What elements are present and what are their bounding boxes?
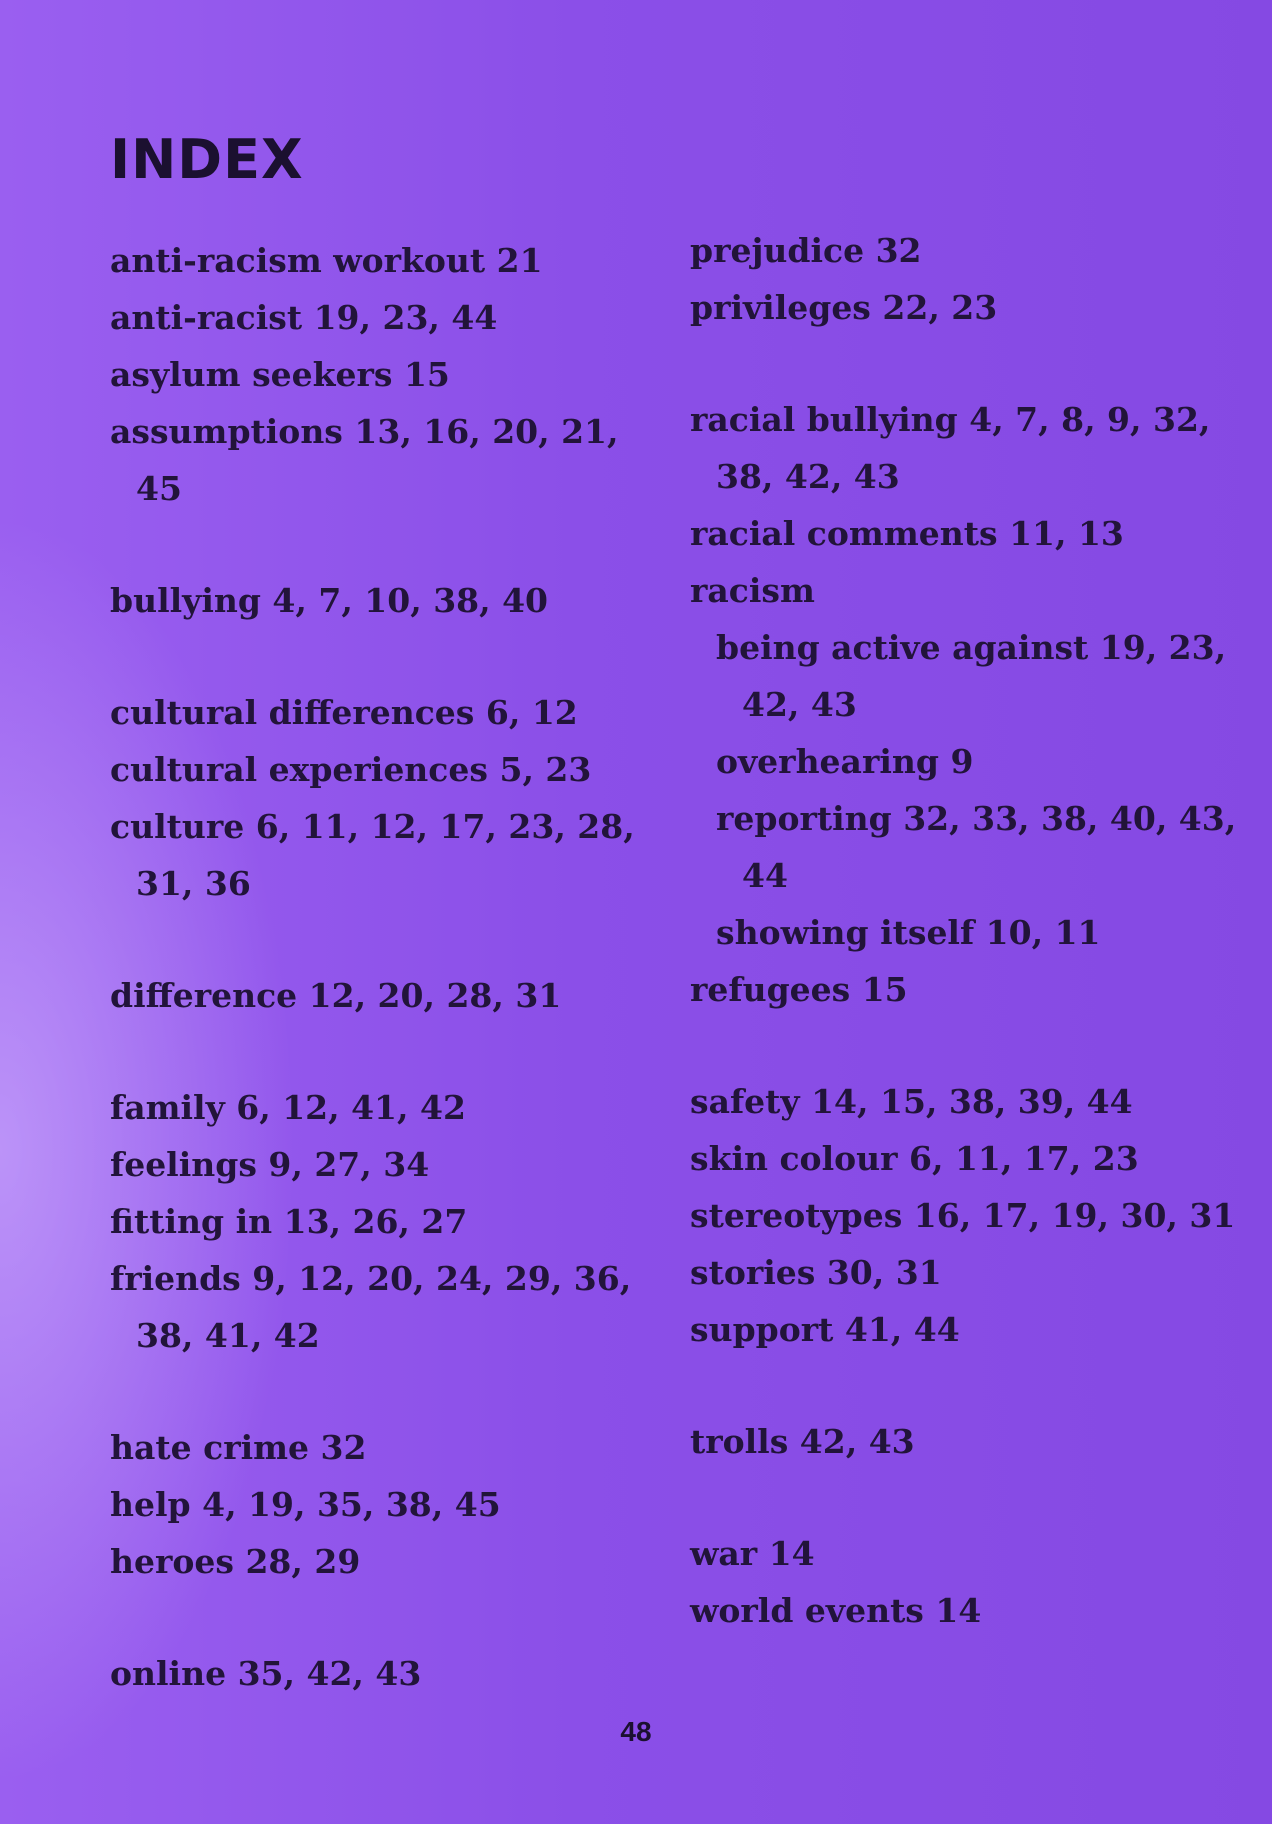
index-group (110, 1079, 670, 1364)
index-entry (690, 222, 1260, 279)
index-term: online (110, 1654, 227, 1693)
index-page-refs: 4, 7, 10, 38, 40 (272, 581, 549, 620)
index-page-refs: 15 (861, 970, 908, 1009)
index-term: safety (690, 1082, 800, 1121)
index-term: asylum seekers (110, 355, 393, 394)
index-group (690, 1525, 1260, 1639)
index-page-refs: 32 (320, 1428, 367, 1467)
index-group (110, 1419, 670, 1590)
index-entry (110, 1533, 670, 1590)
index-entry (690, 1525, 1260, 1582)
index-entry (110, 1079, 670, 1136)
index-page-refs: 12, 20, 28, 31 (308, 976, 562, 1015)
index-page-refs: 13, 16, 20, 21, 45 (136, 412, 619, 508)
index-term: difference (110, 976, 298, 1015)
index-entry (690, 1413, 1260, 1470)
index-page-refs: 14 (935, 1591, 982, 1630)
index-term: being active against (716, 628, 1089, 667)
index-page-refs: 11, 13 (1009, 514, 1124, 553)
index-term: anti-racist (110, 298, 303, 337)
index-term: world events (690, 1591, 924, 1630)
index-page-refs: 6, 12 (485, 693, 578, 732)
index-entry (110, 1476, 670, 1533)
index-term: anti-racism workout (110, 241, 486, 280)
index-term: privileges (690, 288, 871, 327)
index-term: showing itself (716, 913, 975, 952)
index-page-refs: 42, 43 (799, 1422, 915, 1461)
index-page-refs: 5, 23 (499, 750, 592, 789)
index-page-refs: 19, 23, 44 (313, 298, 498, 337)
index-term: prejudice (690, 231, 865, 270)
index-entry (110, 684, 670, 741)
index-term: assumptions (110, 412, 343, 451)
index-term: skin colour (690, 1139, 898, 1178)
index-entry (110, 1250, 670, 1364)
index-term: reporting (716, 799, 892, 838)
index-page-refs: 19, 23, 42, 43 (742, 628, 1227, 724)
index-term: war (690, 1534, 758, 1573)
index-entry (690, 1244, 1260, 1301)
index-group (690, 1413, 1260, 1470)
index-term: cultural experiences (110, 750, 488, 789)
index-entry (690, 1187, 1260, 1244)
index-subentry (690, 904, 1260, 961)
index-entry (690, 562, 1260, 619)
index-term: help (110, 1485, 191, 1524)
index-entry (110, 798, 670, 912)
index-column-right (690, 222, 1260, 1694)
index-column-left (110, 232, 670, 1757)
index-page-refs: 35, 42, 43 (237, 1654, 422, 1693)
index-page-refs: 6, 11, 12, 17, 23, 28, 31, 36 (136, 807, 635, 903)
index-entry (110, 967, 670, 1024)
index-page-refs: 4, 7, 8, 9, 32, 38, 42, 43 (716, 400, 1211, 496)
index-entry (110, 1419, 670, 1476)
index-group (110, 232, 670, 517)
index-group (110, 684, 670, 912)
index-term: refugees (690, 970, 851, 1009)
index-entry (110, 1645, 670, 1702)
index-page-refs: 30, 31 (826, 1253, 942, 1292)
index-term: heroes (110, 1542, 234, 1581)
index-page-refs: 6, 12, 41, 42 (236, 1088, 466, 1127)
index-term: support (690, 1310, 834, 1349)
index-term: feelings (110, 1145, 257, 1184)
index-entry (110, 1193, 670, 1250)
index-term: bullying (110, 581, 261, 620)
index-term: culture (110, 807, 245, 846)
index-page-refs: 22, 23 (882, 288, 998, 327)
index-term: racism (690, 571, 815, 610)
index-page-refs: 28, 29 (245, 1542, 361, 1581)
index-entry (110, 1136, 670, 1193)
index-group (110, 967, 670, 1024)
index-subentry (690, 733, 1260, 790)
index-entry (110, 289, 670, 346)
index-term: overhearing (716, 742, 939, 781)
index-entry (110, 572, 670, 629)
index-page-refs: 41, 44 (844, 1310, 960, 1349)
index-entry (690, 961, 1260, 1018)
index-term: hate crime (110, 1428, 310, 1467)
page-number: 48 (620, 1716, 652, 1747)
index-group (690, 1073, 1260, 1358)
index-page-refs: 13, 26, 27 (283, 1202, 468, 1241)
index-entry (690, 1130, 1260, 1187)
index-subentry (690, 619, 1260, 733)
index-page-refs: 15 (403, 355, 450, 394)
index-group (690, 391, 1260, 1018)
index-group (110, 572, 670, 629)
index-page-refs: 14, 15, 38, 39, 44 (811, 1082, 1133, 1121)
index-term: stories (690, 1253, 816, 1292)
index-term: racial bullying (690, 400, 958, 439)
index-page-refs: 9 (950, 742, 974, 781)
index-term: fitting in (110, 1202, 273, 1241)
index-entry (690, 279, 1260, 336)
index-page-refs: 16, 17, 19, 30, 31 (913, 1196, 1236, 1235)
index-entry (690, 1301, 1260, 1358)
index-page-refs: 9, 27, 34 (268, 1145, 430, 1184)
index-page-refs: 32 (875, 231, 922, 270)
index-page-refs: 4, 19, 35, 38, 45 (202, 1485, 501, 1524)
page-title: INDEX (110, 128, 304, 191)
index-page-refs: 14 (768, 1534, 815, 1573)
index-term: stereotypes (690, 1196, 903, 1235)
index-term: family (110, 1088, 225, 1127)
index-subentry (690, 790, 1260, 904)
index-term: friends (110, 1259, 241, 1298)
index-entry (110, 232, 670, 289)
index-term: cultural differences (110, 693, 475, 732)
index-page-refs: 10, 11 (985, 913, 1101, 952)
index-entry (110, 741, 670, 798)
index-entry (110, 346, 670, 403)
index-page-refs: 9, 12, 20, 24, 29, 36, 38, 41, 42 (136, 1259, 632, 1355)
index-term: racial comments (690, 514, 998, 553)
index-entry (690, 391, 1260, 505)
index-page-refs: 6, 11, 17, 23 (909, 1139, 1139, 1178)
index-entry (110, 403, 670, 517)
index-entry (690, 505, 1260, 562)
index-page-refs: 32, 33, 38, 40, 43, 44 (742, 799, 1237, 895)
index-page-refs: 21 (496, 241, 543, 280)
index-entry (690, 1073, 1260, 1130)
index-group (110, 1645, 670, 1702)
index-term: trolls (690, 1422, 789, 1461)
index-entry (690, 1582, 1260, 1639)
index-group (690, 222, 1260, 336)
